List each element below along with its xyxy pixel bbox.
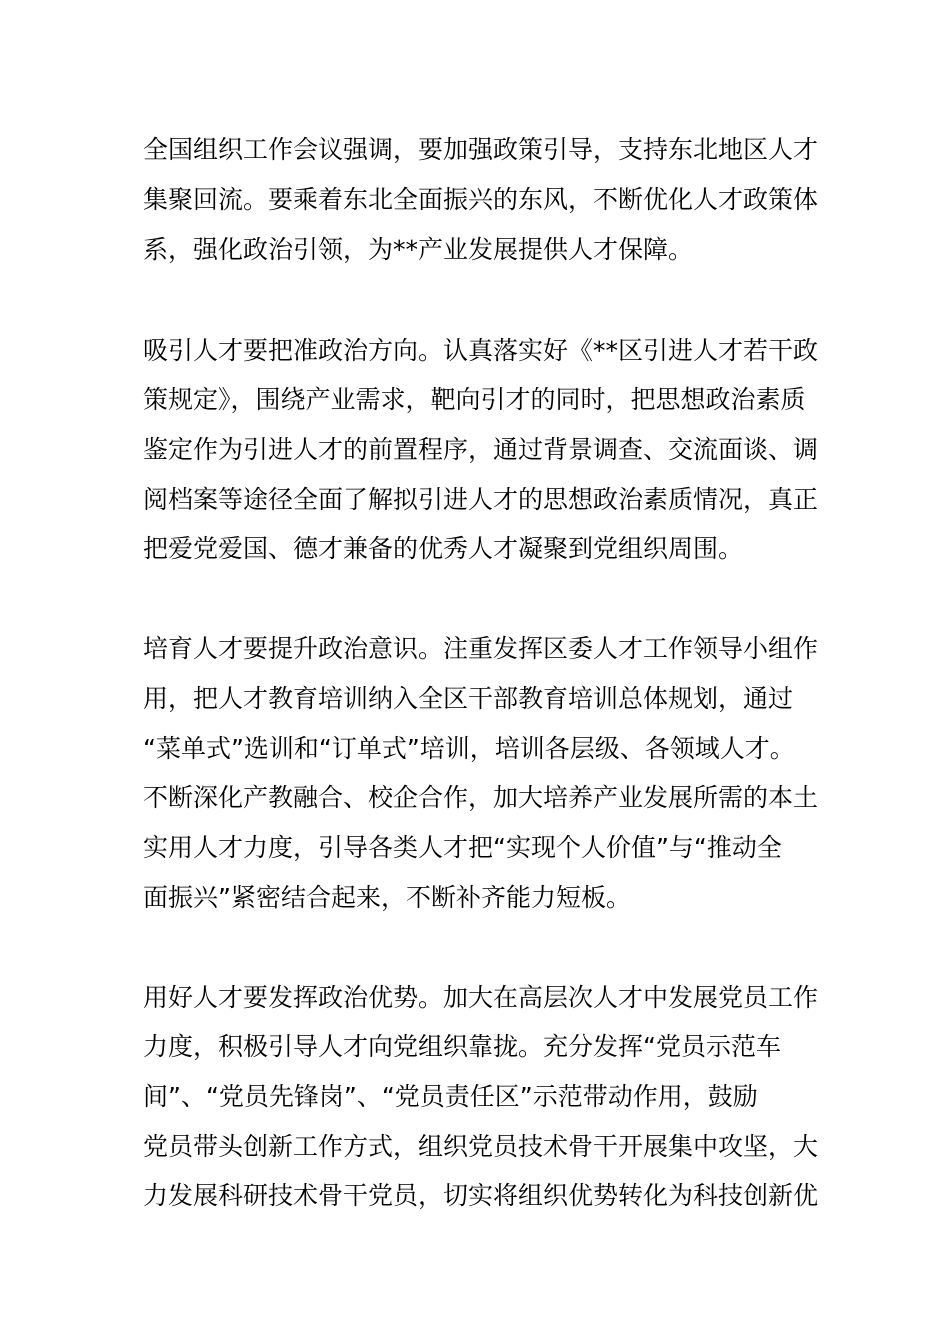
text-line: 系，强化政治引领，为**产业发展提供人才保障。 <box>143 235 694 264</box>
text-line: 力度，积极引导人才向党组织靠拢。充分发挥“党员示范车 <box>143 1032 781 1061</box>
text-line: 鉴定作为引进人才的前置程序，通过背景调查、交流面谈、调 <box>143 435 819 464</box>
text-line: 实用人才力度，引导各类人才把“实现个人价值”与“推动全 <box>143 833 782 862</box>
text-line: 吸引人才要把准政治方向。认真落实好《**区引进人才若干政 <box>143 336 819 365</box>
text-line: 用，把人才教育培训纳入全区干部教育培训总体规划，通过 <box>143 684 794 713</box>
text-line: “菜单式”选训和“订单式”培训，培训各层级、各领域人才。 <box>143 734 795 763</box>
text-line: 策规定》，围绕产业需求，靶向引才的同时，把思想政治素质 <box>143 385 806 414</box>
text-line: 力发展科研技术骨干党员，切实将组织优势转化为科技创新优 <box>143 1181 819 1210</box>
text-line: 全国组织工作会议强调，要加强政策引导，支持东北地区人才 <box>143 135 819 164</box>
text-line: 面振兴”紧密结合起来，不断补齐能力短板。 <box>143 883 631 912</box>
text-line: 党员带头创新工作方式，组织党员技术骨干开展集中攻坚，大 <box>143 1132 819 1161</box>
text-line: 间”、“党员先锋岗”、“党员责任区”示范带动作用，鼓励 <box>143 1082 758 1111</box>
text-line: 集聚回流。要乘着东北全面振兴的东风，不断优化人才政策体 <box>143 185 819 214</box>
text-line: 阅档案等途径全面了解拟引进人才的思想政治素质情况，真正 <box>143 485 819 514</box>
text-line: 培育人才要提升政治意识。注重发挥区委人才工作领导小组作 <box>143 634 819 663</box>
text-line: 不断深化产教融合、校企合作，加大培养产业发展所需的本土 <box>143 783 819 812</box>
text-line: 把爱党爱国、德才兼备的优秀人才凝聚到党组织周围。 <box>143 534 744 563</box>
text-line: 用好人才要发挥政治优势。加大在高层次人才中发展党员工作 <box>143 983 819 1012</box>
